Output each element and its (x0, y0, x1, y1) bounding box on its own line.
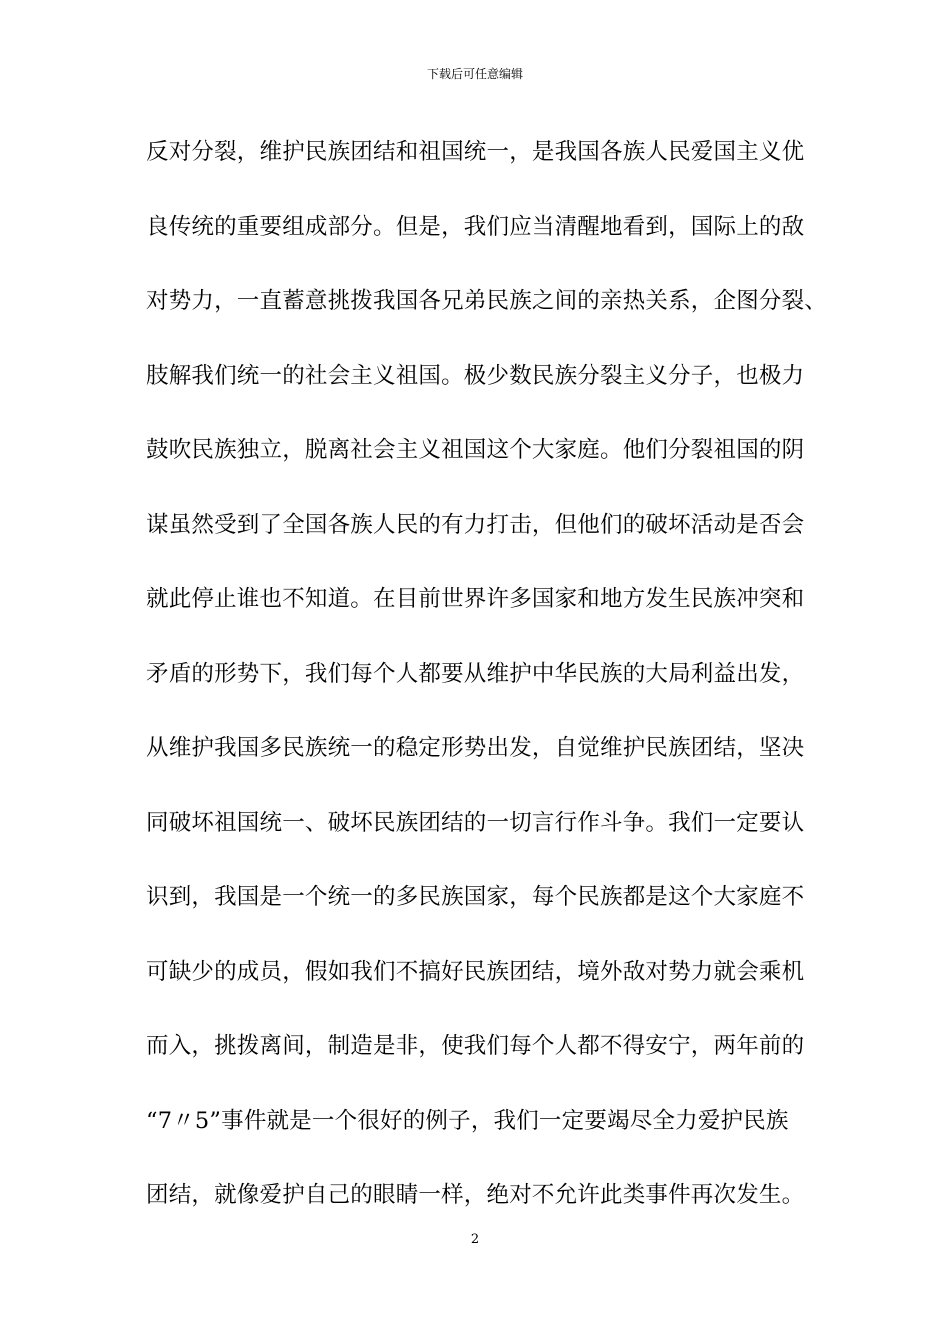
body-line: 矛盾的形势下，我们每个人都要从维护中华民族的大局利益出发， (146, 660, 805, 687)
document-body (146, 130, 826, 1248)
body-line: “7〃5”事件就是一个很好的例子，我们一定要竭尽全力爱护民族 (146, 1107, 789, 1134)
body-line: 对势力，一直蓄意挑拨我国各兄弟民族之间的亲热关系，企图分裂、 (146, 288, 828, 314)
body-line: 从维护我国多民族统一的稳定形势出发，自觉维护民族团结，坚决 (146, 735, 805, 761)
body-line: 谋虽然受到了全国各族人民的有力打击，但他们的破坏活动是否会 (146, 511, 805, 538)
body-line: 肢解我们统一的社会主义祖国。极少数民族分裂主义分子，也极力 (146, 362, 805, 389)
body-line: 同破坏祖国统一、破坏民族团结的一切言行作斗争。我们一定要认 (146, 809, 805, 836)
body-line: 识到，我国是一个统一的多民族国家，每个民族都是这个大家庭不 (146, 884, 805, 910)
body-line: 反对分裂，维护民族团结和祖国统一，是我国各族人民爱国主义优 (146, 139, 805, 165)
body-line: 就此停止谁也不知道。在目前世界许多国家和地方发生民族冲突和 (146, 586, 805, 612)
body-line: 而入，挑拨离间，制造是非，使我们每个人都不得安宁，两年前的 (146, 1033, 805, 1059)
body-line: 可缺少的成员，假如我们不搞好民族团结，境外敌对势力就会乘机 (146, 958, 805, 985)
page-header: 下载后可任意编辑 (426, 67, 523, 81)
body-line: 良传统的重要组成部分。但是，我们应当清醒地看到，国际上的敌 (146, 213, 805, 240)
body-line: 团结，就像爱护自己的眼睛一样，绝对不允许此类事件再次发生。 (146, 1182, 805, 1208)
body-line: 鼓吹民族独立，脱离社会主义祖国这个大家庭。他们分裂祖国的阴 (146, 437, 805, 463)
page-number: 2 (470, 1232, 480, 1247)
